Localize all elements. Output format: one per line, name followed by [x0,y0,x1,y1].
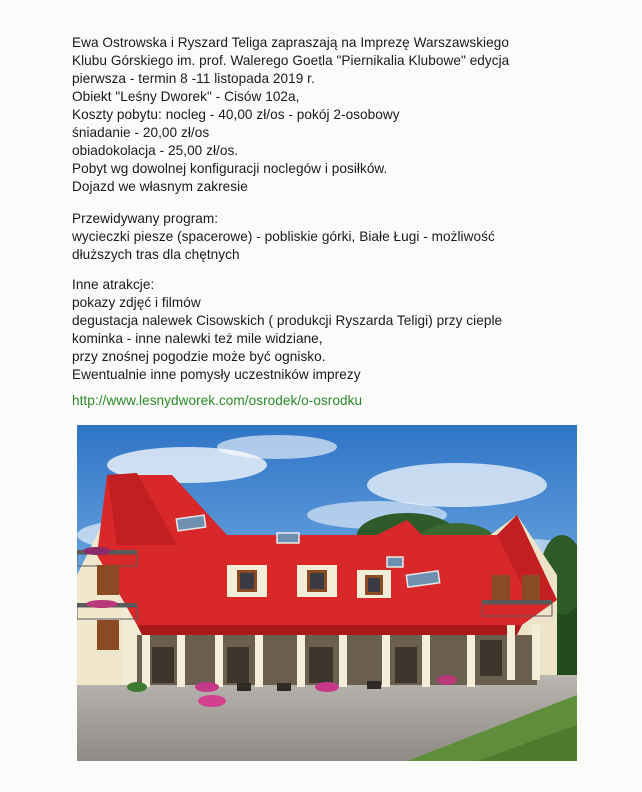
attractions-line: przy znośnej pogodzie może być ognisko. [72,349,326,364]
breakfast-line: śniadanie - 20,00 zł/os [72,125,210,140]
attractions-line: pokazy zdjęć i filmów [72,295,201,310]
attractions-heading: Inne atrakcje: [72,277,155,292]
attractions-line: degustacja nalewek Cisowskich ( produkcji Ryszarda Teligi) przy cieple [72,313,503,328]
program-heading: Przewidywany program: [72,211,219,226]
cost-line: Koszty pobytu: nocleg - 40,00 zł/os - pokój 2-osobowy [72,107,400,122]
website-link[interactable]: http://www.lesnydworek.com/osrodek/o-osrodku [72,393,363,408]
dinner-line: obiadokolacja - 25,00 zł/os. [72,143,239,158]
intro-line: Ewa Ostrowska i Ryszard Teliga zapraszają na Imprezę Warszawskiego [72,35,509,50]
travel-line: Dojazd we własnym zakresie [72,179,248,194]
intro-line: Klubu Górskiego im. prof. Walerego Goetla "Piernikalia Klubowe" edycja [72,53,510,68]
attractions-line: kominka - inne nalewki też mile widziane, [72,331,323,346]
stay-line: Pobyt wg dowolnej konfiguracji noclegów i posiłków. [72,161,388,176]
attractions-line: Ewentualnie inne pomysły uczestników imprezy [72,367,361,382]
intro-line: pierwsza - termin 8 -11 listopada 2019 r. [72,71,315,86]
program-line: wycieczki piesze (spacerowe) - pobliskie górki, Białe Ługi - możliwość [72,229,495,244]
guesthouse-photo [77,425,577,761]
venue-line: Obiekt "Leśny Dworek" - Cisów 102a, [72,89,300,104]
program-line: dłuższych tras dla chętnych [72,247,240,262]
